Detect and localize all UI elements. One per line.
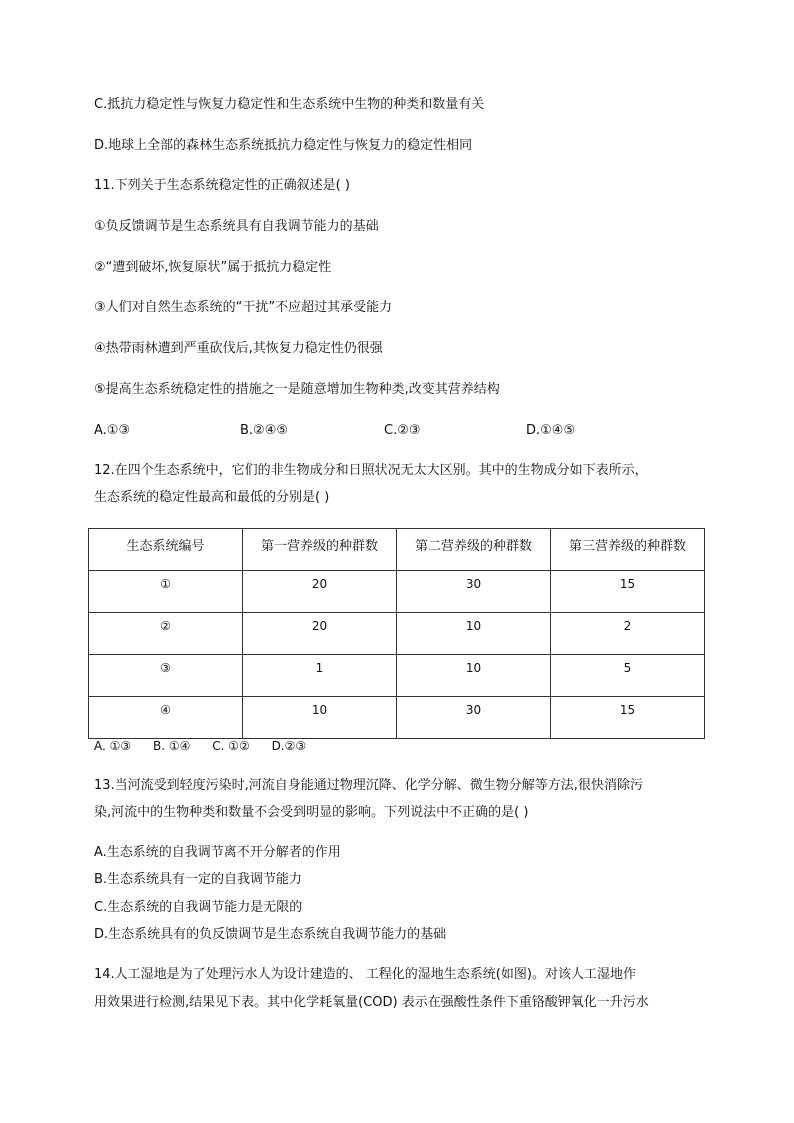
table-cell: 1: [243, 655, 397, 697]
table-row: [89, 571, 705, 613]
table-cell: 15: [551, 697, 705, 739]
table-header-cell: 第一营养级的种群数: [243, 529, 397, 571]
q12-options: [94, 737, 324, 755]
q10-option-c: C.抵抗力稳定性与恢复力稳定性和生态系统中生物的种类和数量有关: [94, 97, 485, 112]
table-cell: 10: [397, 613, 551, 655]
q13-stem-line1: 13.当河流受到轻度污染时,河流自身能通过物理沉降、化学分解、微生物分解等方法,很快消除污: [94, 778, 643, 793]
q11-item-1: ①负反馈调节是生态系统具有自我调节能力的基础: [94, 219, 379, 234]
table-cell: 5: [551, 655, 705, 697]
q12-stem-line1: 12.在四个生态系统中，它们的非生物成分和日照状况无太大区别。其中的生物成分如下表所示，: [94, 463, 648, 478]
table-cell: 10: [243, 697, 397, 739]
q13-option-c: C.生态系统的自我调节能力是无限的: [94, 900, 303, 915]
q14-stem-line2: 用效果进行检测,结果见下表。其中化学耗氧量(COD) 表示在强酸性条件下重铬酸钾氧化一升污水: [94, 995, 649, 1010]
table-header-cell: 第三营养级的种群数: [551, 529, 705, 571]
table-cell: ④: [89, 697, 243, 739]
table-cell: 20: [243, 571, 397, 613]
table-row: [89, 697, 705, 739]
q12-option-b: B. ①④: [152, 739, 191, 753]
table-cell: 2: [551, 613, 705, 655]
table-row: [89, 613, 705, 655]
q13-stem-line2: 染,河流中的生物种类和数量不会受到明显的影响。下列说法中不正确的是( ): [94, 805, 529, 820]
q12-stem-line2: 生态系统的稳定性最高和最低的分别是( ): [94, 490, 330, 505]
q12-option-a: A. ①③: [94, 739, 132, 753]
q11-item-3: ③人们对自然生态系统的“干扰”不应超过其承受能力: [94, 300, 393, 315]
q11-item-4: ④热带雨林遭到严重砍伐后,其恢复力稳定性仍很强: [94, 341, 383, 356]
table-cell: 10: [397, 655, 551, 697]
table-cell: 15: [551, 571, 705, 613]
table-row: [89, 655, 705, 697]
q13-option-d: D.生态系统具有的负反馈调节是生态系统自我调节能力的基础: [94, 927, 447, 942]
q11-item-5: ⑤提高生态系统稳定性的措施之一是随意增加生物种类,改变其营养结构: [94, 382, 500, 397]
q11-item-2: ②“遭到破坏,恢复原状”属于抵抗力稳定性: [94, 260, 332, 275]
table-header-row: [89, 529, 705, 571]
table-cell: ②: [89, 613, 243, 655]
table-cell: ③: [89, 655, 243, 697]
q11-option-a: A.①③: [94, 423, 131, 438]
ecosystem-table: [88, 528, 705, 739]
q12-option-c: C. ①②: [212, 739, 250, 753]
q14-stem-line1: 14.人工湿地是为了处理污水人为设计建造的、 工程化的湿地生态系统(如图)。对该人工湿地作: [94, 967, 636, 982]
q11-option-c: C.②③: [384, 423, 421, 438]
table-cell: ①: [89, 571, 243, 613]
table-cell: 30: [397, 571, 551, 613]
table-header-cell: 生态系统编号: [89, 529, 243, 571]
q10-option-d: D.地球上全部的森林生态系统抵抗力稳定性与恢复力的稳定性相同: [94, 138, 473, 153]
table-header-cell: 第二营养级的种群数: [397, 529, 551, 571]
q12-option-d: D.②③: [271, 739, 307, 753]
q11-option-d: D.①④⑤: [526, 423, 576, 438]
q11-stem: 11.下列关于生态系统稳定性的正确叙述是( ): [94, 178, 350, 193]
table-cell: 30: [397, 697, 551, 739]
q13-option-a: A.生态系统的自我调节离不开分解者的作用: [94, 845, 341, 860]
q13-option-b: B.生态系统具有一定的自我调节能力: [94, 872, 303, 887]
table-cell: 20: [243, 613, 397, 655]
q11-option-b: B.②④⑤: [240, 423, 289, 438]
